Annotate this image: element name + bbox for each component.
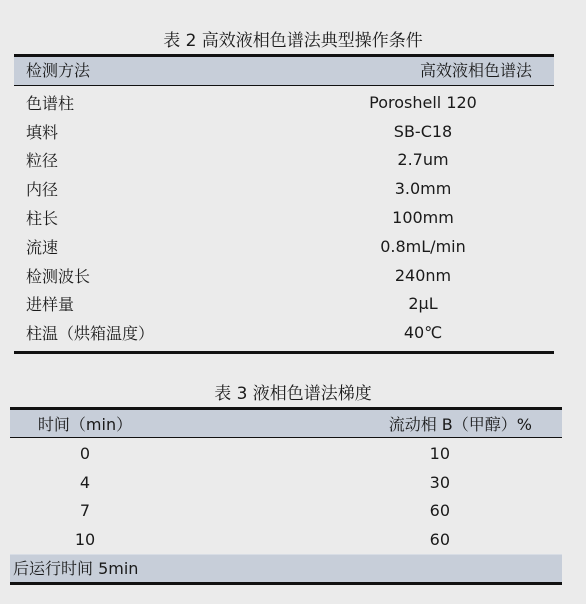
table2-title: 表 2 高效液相色谱法典型操作条件 bbox=[163, 31, 423, 51]
table-row bbox=[14, 261, 554, 290]
table2-value: 100mm bbox=[392, 208, 454, 228]
table2-value: 0.8mL/min bbox=[380, 236, 466, 256]
table2-value: SB-C18 bbox=[393, 121, 453, 141]
table2-value: 2.7um bbox=[397, 150, 449, 170]
table3-header-time: 时间（min） bbox=[37, 415, 133, 434]
table2-param: 填料 bbox=[26, 122, 59, 142]
table-row bbox=[14, 88, 554, 117]
table3-value: 60 bbox=[429, 501, 450, 521]
table3 bbox=[10, 407, 562, 585]
table2-value: Poroshell 120 bbox=[369, 92, 477, 112]
table2-body bbox=[14, 86, 554, 351]
table2-header-row bbox=[14, 57, 554, 86]
table-row bbox=[14, 117, 554, 146]
table3-header-mobile-phase: 流动相 B（甲醇）% bbox=[388, 415, 532, 434]
table-row bbox=[10, 468, 562, 497]
table2 bbox=[14, 54, 554, 354]
table2-param: 检测波长 bbox=[26, 266, 91, 286]
table3-value: 30 bbox=[429, 472, 450, 492]
table2-param: 进样量 bbox=[26, 295, 75, 315]
table2-param: 粒径 bbox=[26, 151, 59, 171]
table2-value: 40℃ bbox=[403, 323, 443, 343]
table2-param: 柱温（烘箱温度） bbox=[26, 324, 155, 344]
table-row bbox=[14, 174, 554, 203]
table-row bbox=[14, 203, 554, 232]
table2-header-value: 高效液相色谱法 bbox=[419, 61, 532, 80]
table2-value: 3.0mm bbox=[394, 179, 452, 199]
table3-time: 4 bbox=[79, 472, 91, 492]
table3-time: 0 bbox=[79, 443, 91, 463]
table3-time: 7 bbox=[79, 501, 91, 521]
table3-footer-note: 后运行时间 5min bbox=[10, 554, 562, 582]
table-row bbox=[14, 290, 554, 319]
table3-time: 10 bbox=[74, 530, 96, 550]
table3-header-row bbox=[10, 410, 562, 438]
table3-body bbox=[10, 438, 562, 554]
table2-param: 流速 bbox=[26, 237, 59, 257]
table-row bbox=[14, 318, 554, 347]
table-row bbox=[10, 525, 562, 554]
table-row bbox=[14, 146, 554, 175]
table3-title: 表 3 液相色谱法梯度 bbox=[214, 384, 372, 404]
table2-param: 内径 bbox=[26, 180, 59, 200]
table3-value: 10 bbox=[429, 443, 450, 463]
table-row bbox=[10, 439, 562, 468]
table-row bbox=[10, 497, 562, 526]
table2-header-param: 检测方法 bbox=[26, 61, 91, 80]
table2-value: 2μL bbox=[408, 294, 438, 314]
table3-value: 60 bbox=[429, 530, 450, 550]
table-row bbox=[14, 232, 554, 261]
table2-param: 色谱柱 bbox=[26, 93, 75, 113]
table2-param: 柱长 bbox=[26, 209, 59, 229]
table2-value: 240nm bbox=[394, 265, 452, 285]
